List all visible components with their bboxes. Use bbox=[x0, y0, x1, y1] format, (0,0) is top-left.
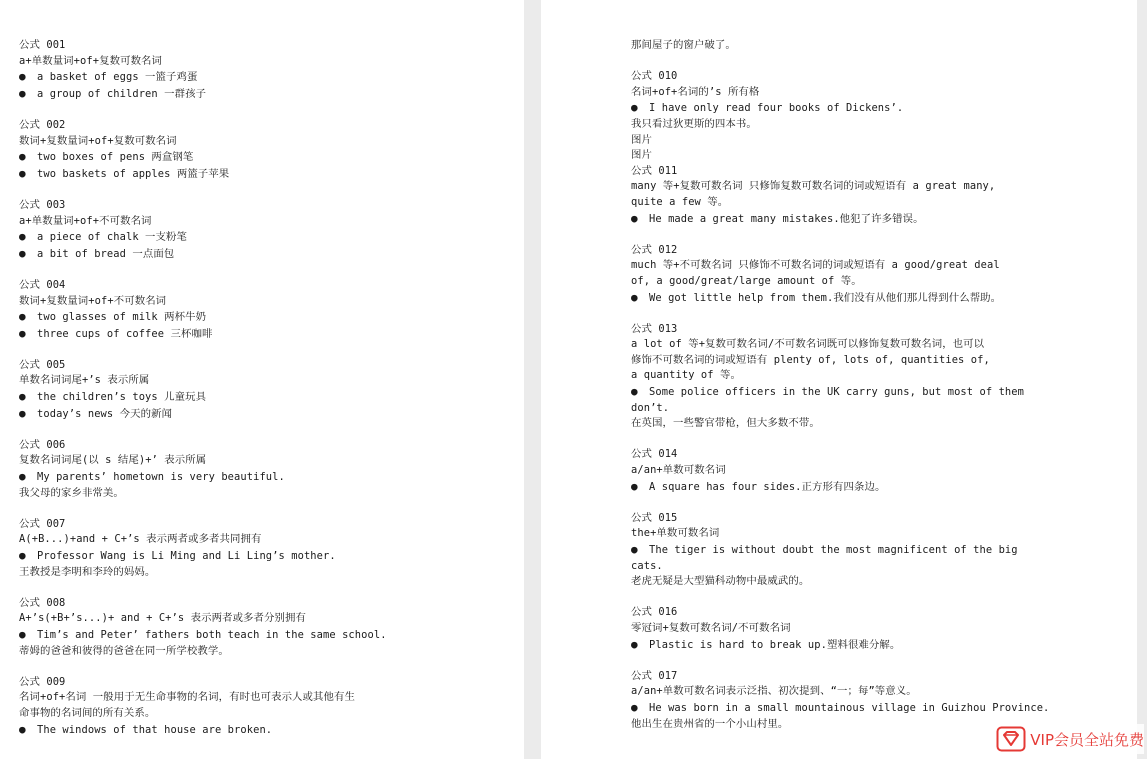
formula-rule: a lot of 等+复数可数名词/不可数名词既可以修饰复数可数名词，也可以 bbox=[631, 338, 985, 351]
formula-title: 公式 012 bbox=[631, 243, 678, 256]
example-sentence: a basket of eggs 一篮子鸡蛋 bbox=[37, 71, 198, 84]
formula-rule: a quantity of 等。 bbox=[631, 369, 741, 382]
translation-line: 在英国，一些警官带枪，但大多数不带。 bbox=[631, 417, 820, 430]
formula-entry bbox=[19, 517, 459, 580]
bullet-icon: ● bbox=[19, 70, 26, 84]
example-sentence: A square has four sides.正方形有四条边。 bbox=[649, 480, 886, 493]
bullet-icon: ● bbox=[19, 246, 26, 260]
formula-rule: a+单数量词+of+不可数名词 bbox=[19, 214, 152, 227]
formula-rule: a/an+单数可数名词表示泛指、初次提到、“一；每”等意义。 bbox=[631, 685, 917, 698]
formula-column-left bbox=[19, 38, 459, 754]
formula-title: 公式 008 bbox=[19, 596, 66, 609]
formula-rule: 单数名词词尾+’s 表示所属 bbox=[19, 374, 150, 387]
bullet-icon: ● bbox=[631, 211, 638, 225]
vip-watermark[interactable] bbox=[996, 724, 1144, 754]
bullet-icon: ● bbox=[19, 166, 26, 180]
example-bullet bbox=[19, 309, 459, 326]
formula-title: 公式 007 bbox=[19, 517, 66, 530]
example-sentence: Plastic is hard to break up.塑料很难分解。 bbox=[649, 638, 901, 651]
translation-line: 王教授是李明和李玲的妈妈。 bbox=[19, 565, 156, 578]
bullet-icon: ● bbox=[19, 470, 26, 484]
bullet-icon: ● bbox=[19, 150, 26, 164]
bullet-icon: ● bbox=[631, 385, 638, 399]
example-bullet bbox=[631, 290, 1051, 307]
formula-title: 公式 015 bbox=[631, 511, 678, 524]
example-sentence: three cups of coffee 三杯咖啡 bbox=[37, 327, 213, 340]
bullet-icon: ● bbox=[631, 700, 638, 714]
formula-rule: 那间屋子的窗户破了。 bbox=[631, 39, 736, 51]
bullet-icon: ● bbox=[19, 310, 26, 324]
example-sentence: We got little help from them.我们没有从他们那儿得到什么帮助。 bbox=[649, 291, 1002, 304]
formula-rule: a/an+单数可数名词 bbox=[631, 464, 726, 477]
translation-line: 我只看过狄更斯的四本书。 bbox=[631, 117, 757, 130]
formula-rule: 修饰不可数名词的词或短语有 plenty of, lots of, quantities of, bbox=[631, 353, 990, 366]
translation-line: 蒂姆的爸爸和彼得的爸爸在同一所学校教学。 bbox=[19, 644, 229, 657]
example-bullet bbox=[631, 100, 1051, 117]
formula-rule: of, a good/great/large amount of 等。 bbox=[631, 274, 862, 287]
translation-line: 我父母的家乡非常美。 bbox=[19, 486, 124, 499]
example-sentence: My parents’ hometown is very beautiful. bbox=[37, 471, 285, 484]
formula-rule: 零冠词+复数可数名词/不可数名词 bbox=[631, 621, 791, 634]
document-page-right bbox=[541, 0, 1137, 759]
formula-rule: the+单数可数名词 bbox=[631, 527, 720, 540]
bullet-icon: ● bbox=[19, 326, 26, 340]
example-sentence: Professor Wang is Li Ming and Li Ling’s mother. bbox=[37, 550, 336, 562]
translation-line: 图片 bbox=[631, 133, 652, 146]
formula-title: 公式 005 bbox=[19, 358, 66, 371]
bullet-icon: ● bbox=[631, 479, 638, 493]
formula-title: 公式 009 bbox=[19, 675, 66, 688]
example-sentence: today’s news 今天的新闻 bbox=[37, 407, 173, 420]
example-sentence: a group of children 一群孩子 bbox=[37, 87, 207, 100]
bullet-icon: ● bbox=[631, 543, 638, 556]
example-sentence: two glasses of milk 两杯牛奶 bbox=[37, 311, 207, 324]
formula-rule: many 等+复数可数名词 只修饰复数可数名词的词或短语有 a great many, bbox=[631, 180, 996, 193]
bullet-icon: ● bbox=[19, 86, 26, 100]
example-bullet bbox=[19, 389, 459, 406]
example-sentence: two boxes of pens 两盒钢笔 bbox=[37, 151, 194, 164]
example-bullet bbox=[19, 627, 459, 644]
example-bullet bbox=[631, 211, 1051, 228]
example-sentence: Tim’s and Peter’ fathers both teach in the same school. bbox=[37, 628, 387, 641]
formula-entry bbox=[631, 511, 1051, 590]
formula-entry bbox=[19, 438, 459, 501]
example-bullet bbox=[19, 69, 459, 86]
diamond-icon bbox=[996, 726, 1026, 752]
formula-entry bbox=[19, 198, 459, 262]
formula-title: 公式 014 bbox=[631, 448, 678, 461]
formula-entry bbox=[19, 675, 459, 738]
formula-entry bbox=[19, 596, 459, 659]
formula-entry bbox=[631, 38, 1051, 54]
formula-rule: 名词+of+名词 一般用于无生命事物的名词，有时也可表示人或其他有生 bbox=[19, 691, 356, 704]
formula-rule: quite a few 等。 bbox=[631, 195, 729, 208]
bullet-icon: ● bbox=[631, 101, 638, 115]
formula-rule: 名词+of+名词的’s 所有格 bbox=[631, 85, 760, 98]
example-bullet bbox=[19, 406, 459, 423]
formula-rule: a+单数量词+of+复数可数名词 bbox=[19, 54, 163, 67]
example-bullet bbox=[19, 166, 459, 183]
formula-entry bbox=[631, 322, 1051, 432]
document-page-left bbox=[0, 0, 524, 759]
formula-entry bbox=[631, 669, 1051, 732]
bullet-icon: ● bbox=[19, 722, 26, 736]
example-bullet bbox=[631, 542, 1051, 574]
example-bullet bbox=[19, 86, 459, 103]
formula-entry bbox=[19, 358, 459, 422]
example-bullet bbox=[19, 469, 459, 486]
bullet-icon: ● bbox=[631, 637, 638, 651]
example-sentence: He made a great many mistakes.他犯了许多错误。 bbox=[649, 212, 924, 225]
example-bullet bbox=[19, 246, 459, 263]
translation-line: 图片 bbox=[631, 149, 652, 162]
formula-title: 公式 004 bbox=[19, 278, 66, 291]
translation-line: 老虎无疑是大型猫科动物中最威武的。 bbox=[631, 575, 810, 588]
formula-title: 公式 002 bbox=[19, 118, 66, 131]
translation-line: 他出生在贵州省的一个小山村里。 bbox=[631, 717, 789, 730]
formula-title: 公式 013 bbox=[631, 322, 678, 335]
formula-entry bbox=[631, 243, 1051, 306]
formula-title: 公式 003 bbox=[19, 198, 66, 211]
example-sentence: the children’s toys 儿童玩具 bbox=[37, 391, 207, 404]
bullet-icon: ● bbox=[19, 406, 26, 420]
bullet-icon: ● bbox=[631, 290, 638, 304]
formula-rule: 数词+复数量词+of+不可数名词 bbox=[19, 294, 167, 307]
example-sentence: I have only read four books of Dickens’. bbox=[649, 102, 904, 115]
example-bullet bbox=[631, 479, 1051, 496]
formula-rule: 命事物的名词间的所有关系。 bbox=[19, 706, 156, 719]
bullet-icon: ● bbox=[19, 549, 26, 562]
bullet-icon: ● bbox=[19, 390, 26, 404]
bullet-icon: ● bbox=[19, 230, 26, 244]
watermark-text: VIP会员全站免费 bbox=[1030, 730, 1144, 749]
example-bullet bbox=[19, 326, 459, 343]
formula-rule: 数词+复数量词+of+复数可数名词 bbox=[19, 134, 177, 147]
formula-rule: A(+B...)+and + C+’s 表示两者或多者共同拥有 bbox=[19, 533, 262, 546]
example-sentence: Some police officers in the UK carry guns, but most of them don’t. bbox=[631, 386, 1031, 414]
example-sentence: a piece of chalk 一支粉笔 bbox=[37, 231, 188, 244]
example-bullet bbox=[19, 229, 459, 246]
formula-entry bbox=[631, 605, 1051, 653]
example-sentence: two baskets of apples 两篮子苹果 bbox=[37, 167, 230, 180]
formula-entry bbox=[631, 447, 1051, 495]
formula-title: 公式 006 bbox=[19, 438, 66, 451]
example-bullet bbox=[631, 637, 1051, 654]
example-sentence: The tiger is without doubt the most magnificent of the big cats. bbox=[631, 544, 1024, 572]
example-bullet bbox=[19, 722, 459, 739]
example-bullet bbox=[19, 149, 459, 166]
example-bullet bbox=[631, 384, 1051, 416]
example-bullet bbox=[631, 700, 1051, 717]
formula-entry bbox=[631, 164, 1051, 227]
formula-rule: much 等+不可数名词 只修饰不可数名词的词或短语有 a good/great deal bbox=[631, 259, 1000, 272]
formula-column-right bbox=[631, 38, 1051, 748]
bullet-icon: ● bbox=[19, 627, 26, 641]
formula-entry bbox=[631, 69, 1051, 164]
formula-entry bbox=[19, 38, 459, 102]
formula-entry bbox=[19, 118, 459, 182]
example-sentence: The windows of that house are broken. bbox=[37, 723, 273, 736]
formula-title: 公式 011 bbox=[631, 164, 678, 177]
formula-title: 公式 010 bbox=[631, 70, 678, 83]
formula-rule: 复数名词词尾(以 s 结尾)+’ 表示所属 bbox=[19, 454, 207, 467]
formula-title: 公式 017 bbox=[631, 669, 678, 682]
example-sentence: a bit of bread 一点面包 bbox=[37, 247, 175, 260]
formula-title: 公式 016 bbox=[631, 606, 678, 619]
example-sentence: He was born in a small mountainous village in Guizhou Province. bbox=[649, 701, 1050, 714]
formula-rule: A+’s(+B+’s...)+ and + C+’s 表示两者或多者分别拥有 bbox=[19, 612, 306, 625]
formula-entry bbox=[19, 278, 459, 342]
formula-title: 公式 001 bbox=[19, 39, 66, 51]
example-bullet bbox=[19, 548, 459, 565]
